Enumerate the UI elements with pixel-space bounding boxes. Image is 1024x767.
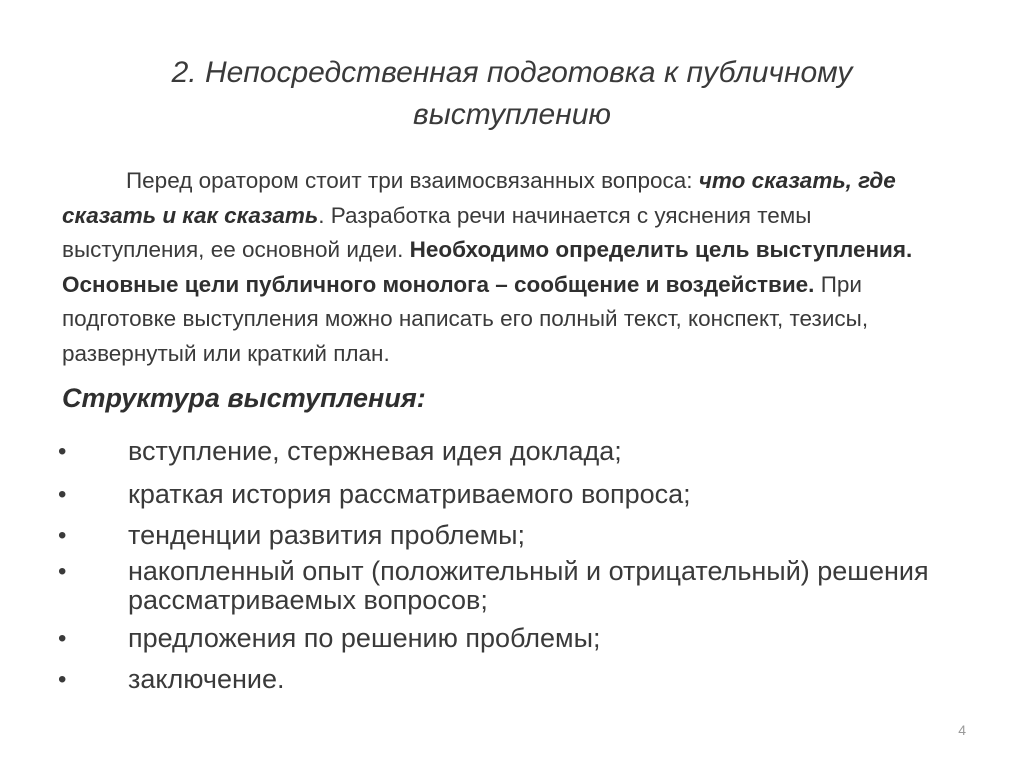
- paragraph-emphasis-goals: Необходимо определить цель выступления. Основные цели публичного монолога – сообщение и воздействие.: [62, 237, 913, 297]
- list-item: [58, 479, 958, 510]
- paragraph-emphasis-questions: что сказать, где сказать и как сказать: [62, 168, 896, 228]
- list-item-text: вступление, стержневая идея доклада;: [128, 436, 622, 466]
- page-number: 4: [958, 722, 966, 738]
- bullet-icon: •: [58, 625, 67, 652]
- paragraph-text-2: . Разработка речи начинается с уяснения темы выступления, ее основной идеи.: [62, 202, 812, 263]
- paragraph-text-3: При подготовке выступления можно написать его полный текст, конспект, тезисы, развернутый или краткий план.: [62, 271, 869, 366]
- list-item: [58, 664, 958, 695]
- bullet-icon: •: [58, 481, 67, 508]
- bullet-icon: •: [58, 438, 67, 465]
- structure-list: [58, 436, 958, 695]
- paragraph-text-1: Перед оратором стоит три взаимосвязанных вопроса:: [126, 168, 699, 193]
- slide-title: 2. Непосредственная подготовка к публичному выступлению: [171, 56, 853, 131]
- list-item-text: предложения по решению проблемы;: [128, 623, 601, 653]
- bullet-icon: •: [58, 558, 67, 585]
- list-item-text: тенденции развития проблемы;: [128, 520, 526, 550]
- structure-heading: Структура выступления:: [62, 383, 426, 413]
- list-item-text: накопленный опыт (положительный и отрицательный) решения рассматриваемых вопросов;: [128, 556, 929, 615]
- bullet-icon: •: [58, 666, 67, 693]
- list-item: [58, 623, 958, 654]
- list-item: [58, 520, 958, 551]
- list-item: [58, 557, 958, 615]
- bullet-icon: •: [58, 522, 67, 549]
- list-item: [58, 436, 958, 467]
- list-item-text: заключение.: [128, 664, 285, 694]
- list-item-text: краткая история рассматриваемого вопроса;: [128, 479, 691, 509]
- intro-paragraph: [62, 164, 952, 372]
